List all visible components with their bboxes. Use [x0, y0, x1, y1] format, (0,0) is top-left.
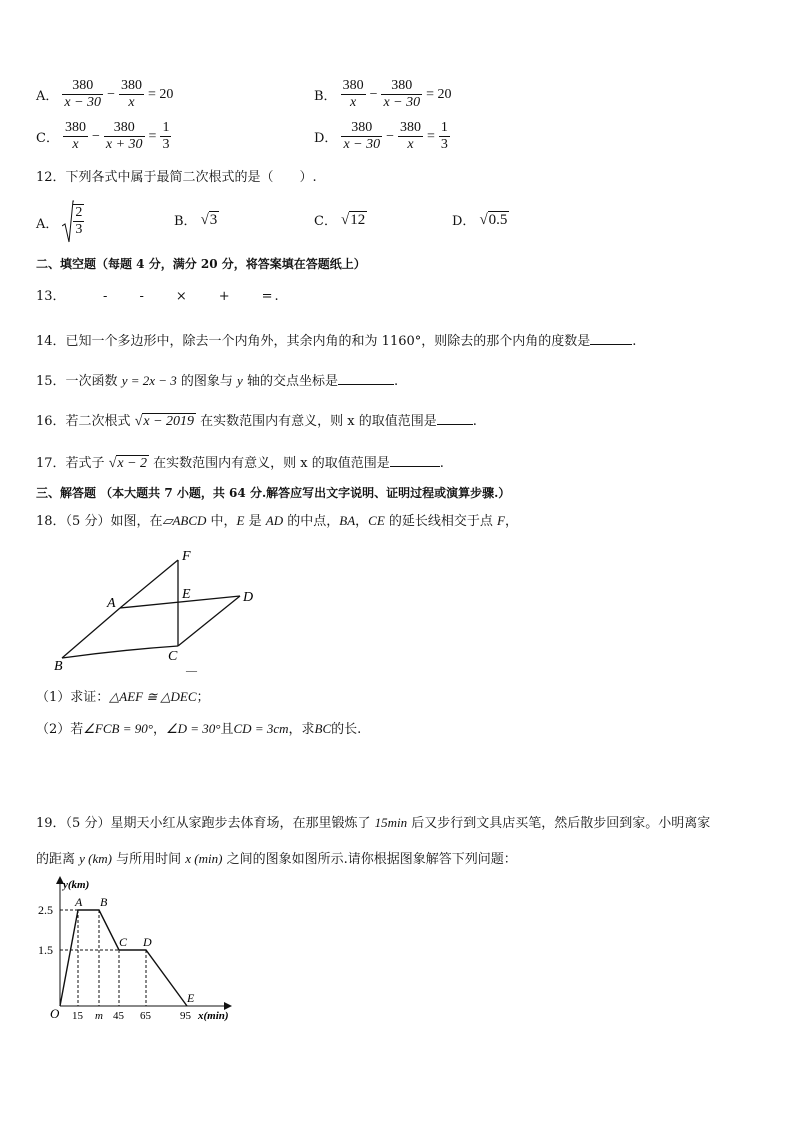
q17: 17．若式子 √x − 2 在实数范围内有意义，则 x 的取值范围是 .: [36, 456, 444, 471]
q14: 14．已知一个多边形中，除去一个内角外，其余内角的和为 1160°，则除去的那个内角的度数是 .: [36, 334, 637, 349]
x-tick: 45: [113, 1010, 124, 1022]
q16: 16．若二次根式 √x − 2019 在实数范围内有意义，则 x 的取值范围是 .: [36, 414, 477, 429]
option-label: D．: [314, 131, 338, 147]
q15: 15．一次函数 y = 2x − 3 的图象与 y 轴的交点坐标是 .: [36, 373, 399, 389]
q12-option-a: A． $\frac{2}{3}$: [36, 200, 84, 244]
fraction: $\frac{380}{x}$: [120, 78, 142, 111]
q12-stem: 12．下列各式中属于最简二次根式的是（ ）.: [36, 170, 317, 185]
q18-stem: 18．（5 分）如图，在▱ABCD 中，E 是 AD 的中点，BA，CE 的延长线相交于点 F，: [36, 513, 519, 529]
option-label: A．: [36, 89, 59, 105]
option-label: B．: [314, 89, 337, 105]
fraction: $\frac{380}{x}$: [64, 120, 86, 153]
fraction: $\frac{380}{x - 30}$: [383, 78, 421, 111]
fraction: $\frac{380}{x - 30}$: [64, 78, 102, 111]
x-tick: 15: [72, 1010, 83, 1022]
point-label: D: [143, 935, 152, 949]
q11-option-b: B． $\frac{380}{x}$ − $\frac{380}{x - 30}$ = 20: [314, 78, 452, 111]
fraction: $\frac{380}{x}$: [400, 120, 422, 153]
fraction: $\frac{1}{3}$: [162, 120, 170, 153]
fraction: $\frac{380}{x - 30}$: [343, 120, 381, 153]
x-axis-label: x(min): [198, 1010, 229, 1022]
radical: √x − 2: [108, 456, 148, 471]
x-tick: 65: [140, 1010, 151, 1022]
fraction: $\frac{380}{x}$: [342, 78, 364, 111]
segment-bc: [62, 646, 178, 658]
x-tick: 95: [180, 1010, 191, 1022]
q12-option-b: B． √3: [174, 211, 218, 229]
label-b: B: [54, 659, 63, 674]
radical: √0.5: [479, 211, 508, 228]
distance-time-graph: [30, 874, 250, 1024]
y-tick: 1.5: [38, 943, 53, 957]
section-heading: 二、填空题（每题 4 分，满分 20 分，将答案填在答题纸上）: [36, 257, 366, 271]
label-mark: —: [186, 665, 197, 677]
label-d: D: [243, 590, 254, 605]
segment-ad: [120, 596, 240, 608]
label-c: C: [168, 649, 178, 664]
radical: √x − 2019: [134, 414, 195, 429]
point-label: B: [100, 895, 108, 909]
label-f: F: [182, 549, 191, 564]
point-label: A: [75, 895, 83, 909]
section-heading: 三、解答题 （本大题共 7 小题，共 64 分.解答应写出文字说明、证明过程或演算步骤.）: [36, 486, 511, 500]
fraction: $\frac{1}{3}$: [440, 120, 448, 153]
segment-af: [120, 560, 178, 608]
q11-option-d: D． $\frac{380}{x - 30}$ − $\frac{380}{x}$ = $\frac{1}{3}$: [314, 120, 448, 153]
fraction: $\frac{380}{x + 30}$: [105, 120, 143, 153]
radical: √12: [340, 211, 366, 228]
q12-option-c: C． √12: [314, 211, 366, 229]
q18-part2: （2）若∠FCB = 90°，∠D = 30°且CD = 3cm，求BC的长.: [36, 721, 362, 737]
label-e: E: [182, 587, 191, 602]
parallelogram-figure: [50, 546, 270, 678]
q12-option-d: D． √0.5: [452, 211, 508, 229]
q11-option-a: A． $\frac{380}{x - 30}$ − $\frac{380}{x}$ = 20: [36, 78, 174, 111]
label-a: A: [107, 596, 116, 611]
fraction: $\frac{2}{3}$: [75, 204, 83, 237]
option-label: C．: [36, 131, 59, 147]
q19-line2: 的距离 y (km) 与所用时间 x (min) 之间的图象如图所示.请你根据图象解答下列问题：: [36, 851, 517, 867]
point-label: E: [187, 991, 195, 1005]
q11-option-c: C． $\frac{380}{x}$ − $\frac{380}{x + 30}$ = $\frac{1}{3}$: [36, 120, 170, 153]
x-tick: m: [95, 1010, 103, 1022]
segment-cd: [178, 596, 240, 646]
point-label: C: [119, 935, 128, 949]
q19-line1: 19．（5 分）星期天小红从家跑步去体育场，在那里锻炼了 15min 后又步行到文具店买笔，然后散步回到家。小明离家: [36, 815, 711, 831]
segment-ba: [62, 608, 120, 658]
y-axis-label: y(km): [63, 879, 90, 891]
q13: 13． - - × + =.: [36, 289, 281, 304]
radical: √3: [200, 211, 218, 228]
y-tick: 2.5: [38, 903, 53, 917]
origin-label: O: [50, 1006, 60, 1021]
graph-line: [60, 910, 187, 1006]
q18-part1: （1）求证：△AEF ≅ △DEC；: [36, 689, 210, 705]
